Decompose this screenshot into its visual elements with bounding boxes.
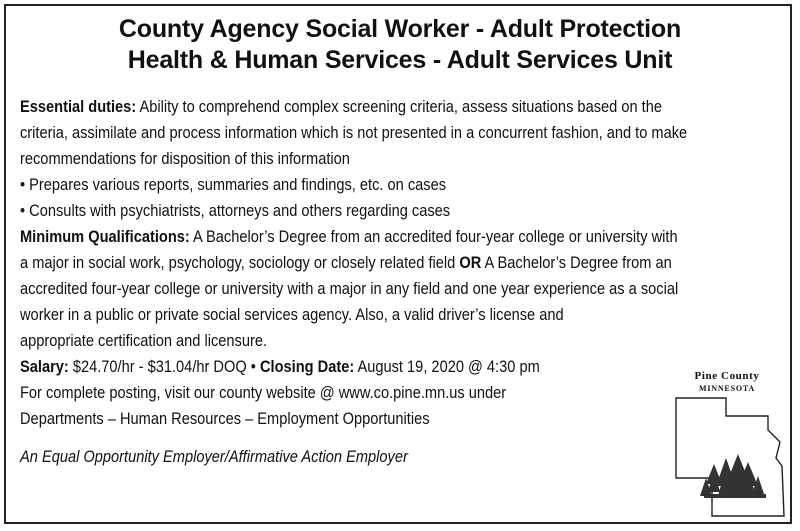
salary-label: Salary: [20, 357, 69, 376]
qual-text-2a: a major in social work, psychology, sociology or closely related field [20, 253, 460, 272]
title-line-2: Health & Human Services - Adult Services Unit [127, 46, 673, 74]
qual-or: OR [459, 253, 482, 272]
title-line-1: County Agency Social Worker - Adult Protection [118, 15, 682, 43]
qual-text-2b: A Bachelor’s Degree from an [481, 253, 672, 272]
duty-bullet-2: • Consults with psychiatrists, attorneys and others regarding cases [20, 201, 451, 220]
duties-text-1: Ability to comprehend complex screening criteria, assess situations based on the [136, 97, 662, 116]
logo-state-name: MINNESOTA [699, 384, 755, 393]
closing-label: Closing Date: [259, 357, 355, 376]
duty-bullet-1: • Prepares various reports, summaries and findings, etc. on cases [20, 175, 447, 194]
eeo-statement: An Equal Opportunity Employer/Affirmative Action Employer [20, 447, 408, 466]
job-advertisement [4, 4, 792, 524]
salary-value: $24.70/hr - $31.04/hr DOQ • [68, 357, 260, 376]
qual-line-2 [20, 250, 785, 276]
qual-line-4: worker in a public or private social services agency. Also, a valid driver’s license and [20, 305, 564, 324]
qual-line-1 [20, 224, 785, 250]
pine-county-logo [668, 366, 786, 526]
qual-line-5: appropriate certification and licensure. [20, 331, 268, 350]
qual-text-1: A Bachelor’s Degree from an accredited four-year college or university with [189, 227, 678, 246]
duties-line-1 [20, 94, 785, 120]
closing-value: August 19, 2020 @ 4:30 pm [354, 357, 540, 376]
pine-trees-icon [700, 454, 766, 498]
ad-title [6, 14, 794, 76]
duties-line-2: criteria, assimilate and process information which is not presented in a concurrent fashion, and to make [20, 123, 688, 142]
qualifications-label: Minimum Qualifications: [20, 227, 190, 246]
duties-label: Essential duties: [20, 97, 137, 116]
posting-line-2: Departments – Human Resources – Employment Opportunities [20, 409, 430, 428]
posting-line-1: For complete posting, visit our county website @ www.co.pine.mn.us under [20, 383, 507, 402]
qual-line-3: accredited four-year college or university with a major in any field and one year experience as a social [20, 279, 679, 298]
duties-line-3: recommendations for disposition of this information [20, 149, 350, 168]
logo-county-name: Pine County [694, 370, 760, 382]
